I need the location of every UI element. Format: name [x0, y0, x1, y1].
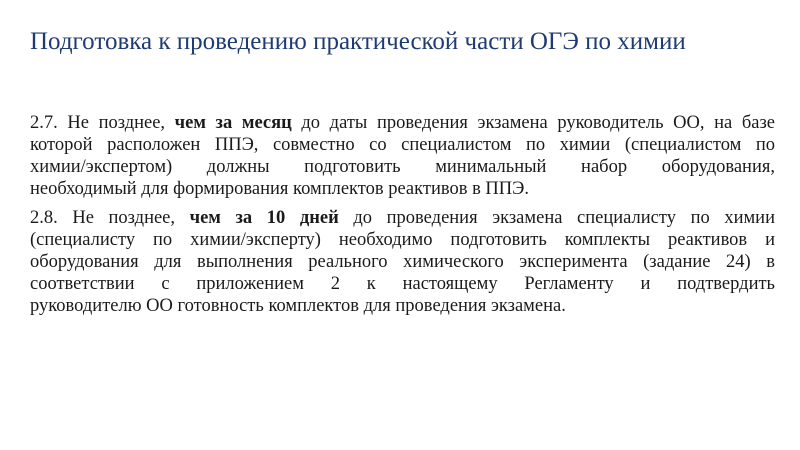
- text-line: [30, 112, 775, 134]
- text-line: руководителю ОО готовность комплектов для проведения экзамена.: [30, 296, 566, 316]
- slide-body: [30, 112, 775, 324]
- text: до даты проведения экзамена руководитель ОО, на базе: [291, 113, 775, 133]
- paragraph-2-7: [30, 112, 775, 200]
- text-line: [30, 207, 775, 229]
- text-line: соответствии с приложением 2 к настоящему Регламенту и подтвердить: [30, 274, 775, 294]
- emphasis: чем за 10 дней: [189, 208, 339, 228]
- text-line: химии/экспертом) должны подготовить минимальный набор оборудования,: [30, 157, 775, 177]
- emphasis: чем за месяц: [174, 113, 292, 133]
- text: 2.7. Не позднее,: [30, 113, 175, 133]
- paragraph-2-8: [30, 207, 775, 317]
- text-line: оборудования для выполнения реального химического эксперимента (задание 24) в: [30, 252, 775, 272]
- text-line: необходимый для формирования комплектов реактивов в ППЭ.: [30, 179, 529, 199]
- text: 2.8. Не позднее,: [30, 208, 190, 228]
- slide-title: Подготовка к проведению практической части ОГЭ по химии: [30, 28, 686, 55]
- text: до проведения экзамена специалисту по химии: [338, 208, 775, 228]
- text-line: (специалисту по химии/эксперту) необходимо подготовить комплекты реактивов и: [30, 230, 775, 250]
- text-line: которой расположен ППЭ, совместно со специалистом по химии (специалистом по: [30, 135, 775, 155]
